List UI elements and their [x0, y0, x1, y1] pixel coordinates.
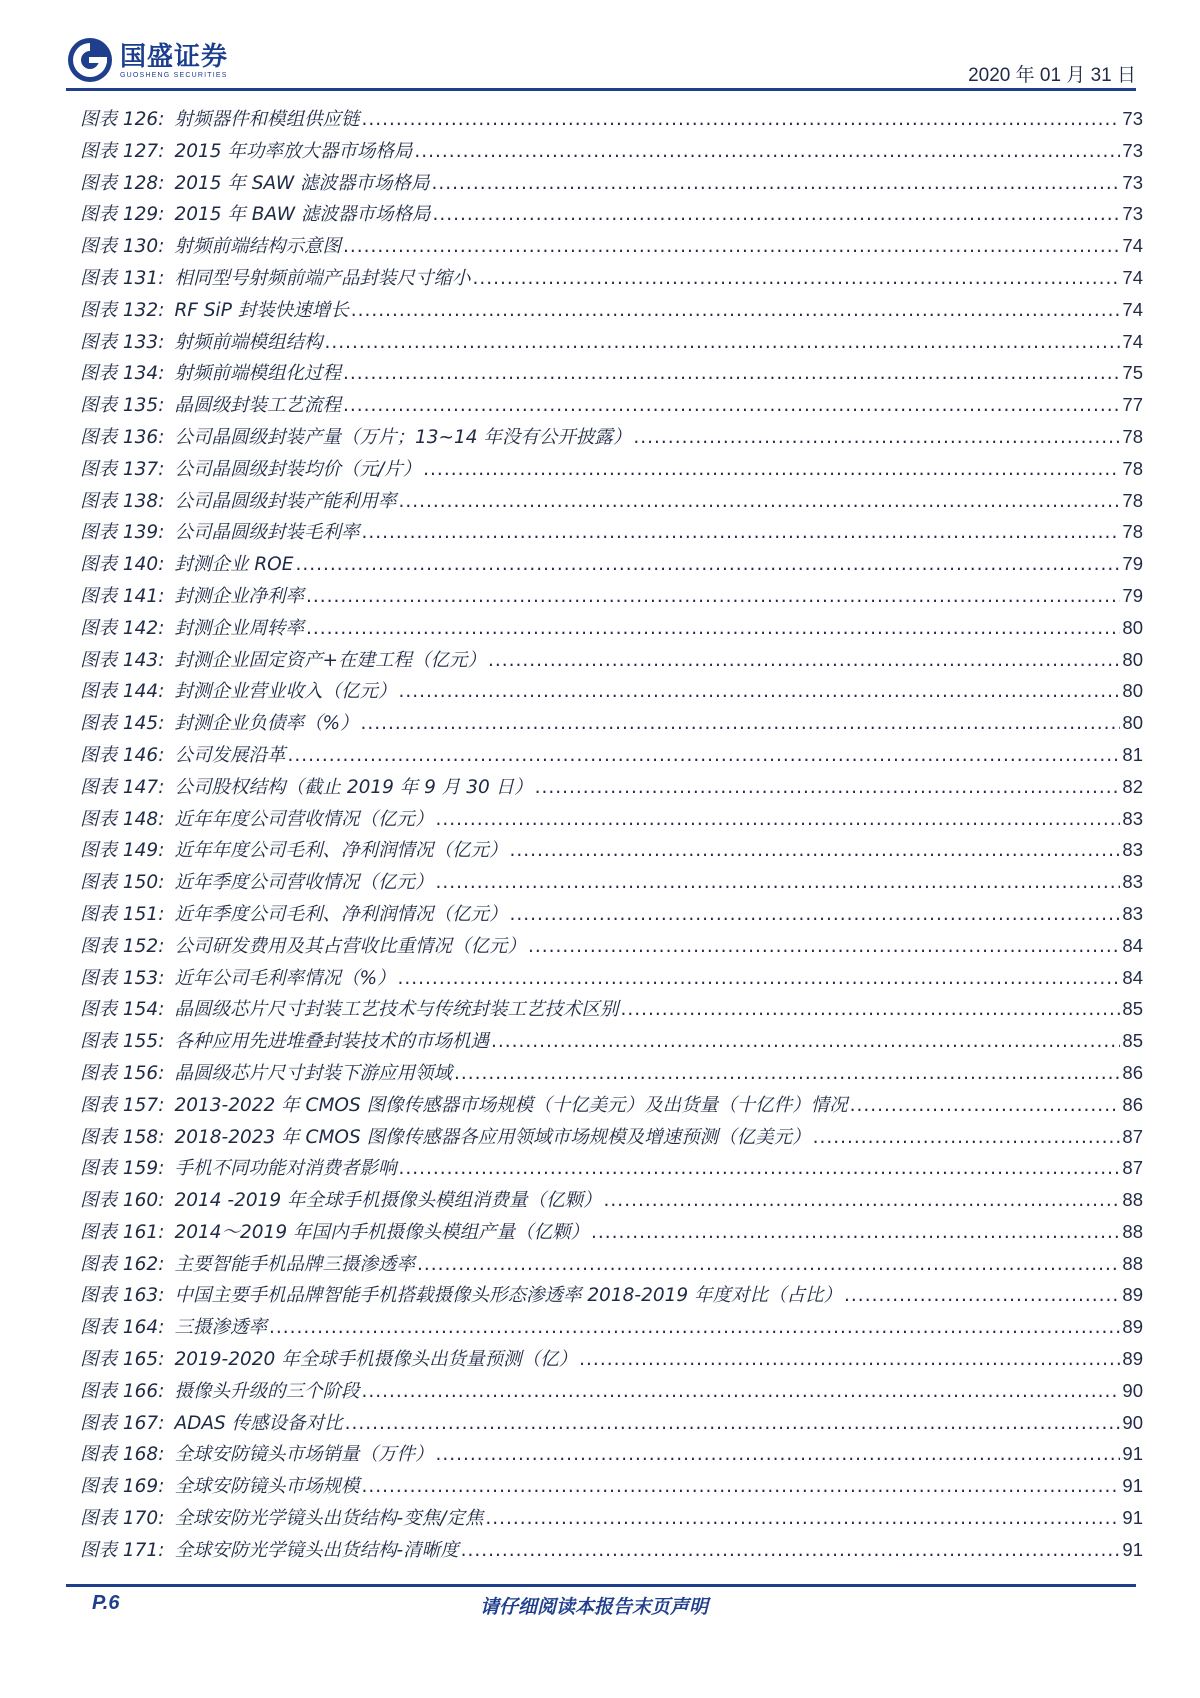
toc-entry-page: 83 — [1122, 871, 1143, 893]
toc-entry-page: 87 — [1122, 1157, 1143, 1179]
toc-entry-page: 82 — [1122, 775, 1143, 797]
toc-entry[interactable] — [80, 675, 1143, 707]
toc-leader-dots — [633, 422, 1120, 454]
toc-leader-dots — [813, 1122, 1121, 1154]
toc-entry-page: 73 — [1122, 171, 1143, 193]
toc-entry-label: 图表 136: — [80, 426, 165, 448]
toc-entry-title: 公司晶圆级封装产量（万片；13~14 年没有公开披露） — [174, 426, 632, 448]
toc-entry[interactable] — [80, 1025, 1143, 1057]
toc-entry-page: 73 — [1122, 203, 1143, 225]
toc-entry-title: 各种应用先进堆叠封装技术的市场机遇 — [174, 1031, 489, 1053]
toc-entry-page: 78 — [1122, 521, 1143, 543]
toc-entry-label: 图表 127: — [80, 140, 165, 162]
toc-entry-label: 图表 164: — [80, 1317, 165, 1339]
toc-entry-page: 90 — [1122, 1379, 1143, 1401]
toc-entry-page: 85 — [1122, 1030, 1143, 1052]
toc-entry-label: 图表 171: — [80, 1539, 165, 1561]
toc-entry-title: 公司股权结构（截止 2019 年 9 月 30 日） — [174, 776, 533, 798]
toc-entry[interactable] — [80, 962, 1143, 994]
toc-entry[interactable] — [80, 930, 1143, 962]
toc-entry-label: 图表 128: — [80, 172, 165, 194]
toc-entry-page: 77 — [1122, 394, 1143, 416]
toc-entry-page: 84 — [1122, 966, 1143, 988]
toc-entry-page: 83 — [1122, 807, 1143, 829]
toc-entry-title: 主要智能手机品牌三摄渗透率 — [174, 1253, 415, 1275]
toc-leader-dots — [454, 1058, 1120, 1090]
toc-entry-title: 三摄渗透率 — [174, 1317, 267, 1339]
toc-entry-page: 88 — [1122, 1220, 1143, 1242]
toc-leader-dots — [306, 613, 1120, 645]
toc-entry-page: 91 — [1122, 1538, 1143, 1560]
toc-entry-title: 中国主要手机品牌智能手机搭载摄像头形态渗透率 2018-2019 年度对比（占比） — [174, 1285, 843, 1307]
toc-entry[interactable] — [80, 707, 1143, 739]
toc-entry-title: 手机不同功能对消费者影响 — [174, 1158, 397, 1180]
toc-entry-title: 2014 -2019 年全球手机摄像头模组消费量（亿颗） — [174, 1190, 602, 1212]
toc-leader-dots — [509, 899, 1120, 931]
toc-entry-label: 图表 163: — [80, 1285, 165, 1307]
toc-entry[interactable] — [80, 612, 1143, 644]
toc-leader-dots — [343, 390, 1120, 422]
toc-entry[interactable] — [80, 421, 1143, 453]
toc-entry-page: 89 — [1122, 1316, 1143, 1338]
toc-entry-page: 74 — [1122, 266, 1143, 288]
toc-entry-label: 图表 168: — [80, 1444, 165, 1466]
toc-leader-dots — [269, 1312, 1120, 1344]
toc-entry-label: 图表 145: — [80, 713, 165, 735]
toc-entry[interactable] — [80, 739, 1143, 771]
toc-entry[interactable] — [80, 230, 1143, 262]
toc-entry-page: 91 — [1122, 1475, 1143, 1497]
toc-entry-label: 图表 150: — [80, 872, 165, 894]
toc-entry[interactable] — [80, 898, 1143, 930]
toc-entry-label: 图表 137: — [80, 458, 165, 480]
toc-leader-dots — [361, 517, 1120, 549]
toc-leader-dots — [491, 1026, 1120, 1058]
toc-entry-title: 晶圆级芯片尺寸封装下游应用领域 — [174, 1062, 452, 1084]
toc-entry-page: 85 — [1122, 998, 1143, 1020]
toc-entry-title: 近年季度公司毛利、净利润情况（亿元） — [174, 903, 508, 925]
toc-entry-label: 图表 147: — [80, 776, 165, 798]
page-number: P.6 — [92, 1592, 120, 1614]
toc-entry-title: 近年年度公司营收情况（亿元） — [174, 808, 434, 830]
toc-entry[interactable] — [80, 198, 1143, 230]
toc-entry-title: 2019-2020 年全球手机摄像头出货量预测（亿） — [174, 1349, 578, 1371]
toc-entry-title: 2015 年 BAW 滤波器市场格局 — [174, 204, 431, 226]
toc-leader-dots — [287, 740, 1120, 772]
toc-entry-title: 封测企业负债率（%） — [174, 713, 359, 735]
toc-entry[interactable] — [80, 1438, 1143, 1470]
toc-entry-title: 射频前端模组结构 — [174, 331, 323, 353]
toc-leader-dots — [306, 581, 1120, 613]
toc-entry-title: 全球安防光学镜头出货结构-清晰度 — [174, 1539, 459, 1561]
toc-leader-dots — [579, 1344, 1120, 1376]
toc-entry-title: 公司研发费用及其占营收比重情况（亿元） — [174, 935, 526, 957]
toc-entry[interactable] — [80, 1248, 1143, 1280]
toc-entry-label: 图表 154: — [80, 999, 165, 1021]
toc-entry-title: 封测企业 ROE — [174, 554, 294, 576]
toc-entry-page: 83 — [1122, 902, 1143, 924]
toc-entry[interactable] — [80, 167, 1143, 199]
toc-entry-page: 88 — [1122, 1252, 1143, 1274]
toc-entry-title: 公司晶圆级封装均价（元/片） — [174, 458, 422, 480]
toc-leader-dots — [485, 1503, 1120, 1535]
toc-leader-dots — [535, 772, 1121, 804]
toc-leader-dots — [324, 327, 1120, 359]
toc-entry[interactable] — [80, 262, 1143, 294]
toc-leader-dots — [361, 1471, 1120, 1503]
toc-leader-dots — [351, 295, 1121, 327]
toc-entry-page: 88 — [1122, 1189, 1143, 1211]
toc-entry-title: 2014～2019 年国内手机摄像头模组产量（亿颗） — [174, 1221, 589, 1243]
toc-entry-page: 89 — [1122, 1348, 1143, 1370]
toc-entry-label: 图表 132: — [80, 299, 165, 321]
toc-entry[interactable] — [80, 1216, 1143, 1248]
toc-leader-dots — [488, 645, 1120, 677]
toc-leader-dots — [472, 263, 1120, 295]
toc-entry-title: 封测企业周转率 — [174, 617, 304, 639]
toc-entry-label: 图表 126: — [80, 109, 165, 130]
toc-entry[interactable] — [80, 1534, 1143, 1566]
toc-entry-page: 78 — [1122, 457, 1143, 479]
toc-entry[interactable] — [80, 453, 1143, 485]
toc-entry-label: 图表 167: — [80, 1412, 165, 1434]
toc-entry-label: 图表 160: — [80, 1190, 165, 1212]
toc-entry[interactable] — [80, 135, 1143, 167]
toc-entry-label: 图表 157: — [80, 1094, 165, 1116]
toc-entry-page: 91 — [1122, 1443, 1143, 1465]
toc-entry-label: 图表 155: — [80, 1031, 165, 1053]
toc-leader-dots — [509, 835, 1120, 867]
toc-entry-page: 78 — [1122, 489, 1143, 511]
toc-leader-dots — [343, 231, 1120, 263]
toc-entry-title: 封测企业营业收入（亿元） — [174, 681, 397, 703]
toc-entry-title: 射频前端结构示意图 — [174, 236, 341, 258]
toc-entry-title: 近年公司毛利率情况（%） — [174, 967, 396, 989]
toc-entry[interactable] — [80, 357, 1143, 389]
toc-leader-dots — [417, 1249, 1120, 1281]
toc-entry-title: 2013-2022 年 CMOS 图像传感器市场规模（十亿美元）及出货量（十亿件）情况 — [174, 1094, 848, 1116]
toc-leader-dots — [844, 1280, 1120, 1312]
toc-entry[interactable] — [80, 644, 1143, 676]
toc-entry[interactable] — [80, 1121, 1143, 1153]
toc-entry-label: 图表 141: — [80, 585, 165, 607]
toc-entry-label: 图表 133: — [80, 331, 165, 353]
company-logo — [66, 36, 228, 84]
toc-entry-title: 全球安防镜头市场规模 — [174, 1476, 360, 1498]
toc-entry[interactable] — [80, 516, 1143, 548]
toc-leader-dots — [435, 804, 1120, 836]
toc-entry[interactable] — [80, 834, 1143, 866]
toc-entry-page: 86 — [1122, 1061, 1143, 1083]
toc-entry-title: 晶圆级芯片尺寸封装工艺技术与传统封装工艺技术区别 — [174, 999, 619, 1021]
toc-entry[interactable] — [80, 485, 1143, 517]
toc-entry-page: 79 — [1122, 553, 1143, 575]
logo-name-cn: 国盛证券 — [120, 41, 229, 72]
toc-leader-dots — [295, 549, 1120, 581]
toc-entry[interactable] — [80, 1375, 1143, 1407]
toc-leader-dots — [591, 1217, 1120, 1249]
toc-entry[interactable] — [80, 1184, 1143, 1216]
toc-entry-title: 射频器件和模组供应链 — [174, 109, 360, 130]
header-divider — [66, 88, 1136, 91]
toc-entry-label: 图表 152: — [80, 935, 165, 957]
toc-entry-page: 80 — [1122, 648, 1143, 670]
toc-leader-dots — [343, 358, 1120, 390]
toc-leader-dots — [414, 136, 1120, 168]
toc-entry[interactable] — [80, 771, 1143, 803]
toc-entry[interactable] — [80, 1311, 1143, 1343]
toc-entry[interactable] — [80, 1502, 1143, 1534]
toc-entry[interactable] — [80, 1279, 1143, 1311]
toc-entry-page: 74 — [1122, 298, 1143, 320]
toc-entry-page: 79 — [1122, 584, 1143, 606]
toc-entry-page: 86 — [1122, 1093, 1143, 1115]
toc-leader-dots — [361, 1376, 1120, 1408]
toc-entry-title: 2015 年 SAW 滤波器市场格局 — [174, 172, 430, 194]
toc-leader-dots — [361, 708, 1121, 740]
report-date: 2020 年 01 月 31 日 — [968, 65, 1136, 86]
toc-entry[interactable] — [80, 326, 1143, 358]
toc-entry-label: 图表 158: — [80, 1126, 165, 1148]
toc-entry-page: 87 — [1122, 1125, 1143, 1147]
toc-entry-label: 图表 153: — [80, 967, 165, 989]
toc-leader-dots — [461, 1535, 1121, 1567]
toc-entry[interactable] — [80, 389, 1143, 421]
toc-entry-page: 73 — [1122, 139, 1143, 161]
toc-entry-label: 图表 140: — [80, 554, 165, 576]
toc-entry[interactable] — [80, 1343, 1143, 1375]
toc-leader-dots — [423, 454, 1120, 486]
toc-leader-dots — [398, 676, 1120, 708]
toc-entry-title: 射频前端模组化过程 — [174, 363, 341, 385]
toc-entry-label: 图表 134: — [80, 363, 165, 385]
toc-entry-title: 全球安防镜头市场销量（万件） — [174, 1444, 434, 1466]
toc-entry-label: 图表 161: — [80, 1221, 165, 1243]
toc-leader-dots — [435, 867, 1120, 899]
toc-entry-title: 2018-2023 年 CMOS 图像传感器各应用领域市场规模及增速预测（亿美元） — [174, 1126, 811, 1148]
toc-entry[interactable] — [80, 580, 1143, 612]
toc-entry-page: 83 — [1122, 839, 1143, 861]
toc-entry[interactable] — [80, 1089, 1143, 1121]
page-header — [66, 32, 1136, 92]
toc-entry-label: 图表 165: — [80, 1349, 165, 1371]
toc-leader-dots — [398, 1153, 1120, 1185]
toc-entry-title: ADAS 传感设备对比 — [174, 1412, 343, 1434]
toc-entry-label: 图表 170: — [80, 1508, 165, 1530]
toc-entry-page: 78 — [1122, 425, 1143, 447]
toc-entry-page: 89 — [1122, 1284, 1143, 1306]
toc-entry-label: 图表 146: — [80, 744, 165, 766]
figure-list — [80, 103, 1143, 1566]
toc-leader-dots — [528, 931, 1120, 963]
toc-entry-title: 近年年度公司毛利、净利润情况（亿元） — [174, 840, 508, 862]
toc-entry-label: 图表 166: — [80, 1380, 165, 1402]
toc-entry-page: 81 — [1122, 743, 1143, 765]
disclaimer-note: 请仔细阅读本报告末页声明 — [480, 1596, 709, 1618]
toc-leader-dots — [604, 1185, 1121, 1217]
toc-entry[interactable] — [80, 294, 1143, 326]
toc-entry-label: 图表 162: — [80, 1253, 165, 1275]
toc-entry-label: 图表 130: — [80, 236, 165, 258]
toc-entry-page: 74 — [1122, 330, 1143, 352]
toc-entry-title: 封测企业固定资产+在建工程（亿元） — [174, 649, 486, 671]
toc-entry[interactable] — [80, 1057, 1143, 1089]
toc-entry[interactable] — [80, 1407, 1143, 1439]
toc-entry-page: 75 — [1122, 362, 1143, 384]
toc-leader-dots — [850, 1090, 1121, 1122]
toc-entry-title: 晶圆级封装工艺流程 — [174, 395, 341, 417]
toc-entry-label: 图表 139: — [80, 522, 165, 544]
toc-entry-label: 图表 151: — [80, 903, 165, 925]
toc-entry[interactable] — [80, 1470, 1143, 1502]
toc-entry[interactable] — [80, 803, 1143, 835]
toc-entry-title: 封测企业净利率 — [174, 585, 304, 607]
toc-entry[interactable] — [80, 866, 1143, 898]
toc-entry-title: 公司晶圆级封装产能利用率 — [174, 490, 397, 512]
toc-entry-page: 90 — [1122, 1411, 1143, 1433]
toc-leader-dots — [435, 1439, 1120, 1471]
toc-leader-dots — [398, 963, 1121, 995]
toc-entry-label: 图表 142: — [80, 617, 165, 639]
toc-entry-page: 80 — [1122, 616, 1143, 638]
toc-entry-label: 图表 148: — [80, 808, 165, 830]
toc-entry-title: 摄像头升级的三个阶段 — [174, 1380, 360, 1402]
toc-entry-page: 91 — [1122, 1507, 1143, 1529]
toc-leader-dots — [620, 994, 1120, 1026]
toc-entry-label: 图表 159: — [80, 1158, 165, 1180]
footer-divider — [66, 1584, 1136, 1587]
toc-entry-label: 图表 131: — [80, 267, 165, 289]
toc-entry-title: 全球安防光学镜头出货结构-变焦/定焦 — [174, 1508, 484, 1530]
toc-entry[interactable] — [80, 993, 1143, 1025]
toc-entry-label: 图表 138: — [80, 490, 165, 512]
toc-entry[interactable] — [80, 548, 1143, 580]
toc-leader-dots — [361, 104, 1120, 136]
toc-entry-label: 图表 135: — [80, 395, 165, 417]
toc-entry-title: 相同型号射频前端产品封装尺寸缩小 — [174, 267, 471, 289]
toc-entry-page: 80 — [1122, 680, 1143, 702]
toc-entry-title: 近年季度公司营收情况（亿元） — [174, 872, 434, 894]
logo-name-en: GUOSHENG SECURITIES — [120, 71, 228, 79]
toc-entry-page: 74 — [1122, 235, 1143, 257]
toc-leader-dots — [398, 486, 1120, 518]
toc-entry-title: 公司晶圆级封装毛利率 — [174, 522, 360, 544]
toc-leader-dots — [345, 1408, 1121, 1440]
toc-entry-label: 图表 169: — [80, 1476, 165, 1498]
toc-entry-page: 73 — [1122, 108, 1143, 129]
toc-entry-label: 图表 156: — [80, 1062, 165, 1084]
guosheng-logo-icon — [66, 36, 114, 84]
toc-entry-page: 80 — [1122, 712, 1143, 734]
toc-entry[interactable] — [80, 103, 1143, 135]
toc-entry-label: 图表 129: — [80, 204, 165, 226]
toc-entry-label: 图表 143: — [80, 649, 165, 671]
toc-leader-dots — [432, 199, 1120, 231]
toc-entry-label: 图表 149: — [80, 840, 165, 862]
toc-entry-title: 2015 年功率放大器市场格局 — [174, 140, 413, 162]
toc-leader-dots — [432, 168, 1121, 200]
toc-entry-label: 图表 144: — [80, 681, 165, 703]
toc-entry[interactable] — [80, 1152, 1143, 1184]
toc-entry-title: RF SiP 封装快速增长 — [174, 299, 349, 321]
toc-entry-title: 公司发展沿革 — [174, 744, 286, 766]
toc-entry-page: 84 — [1122, 934, 1143, 956]
